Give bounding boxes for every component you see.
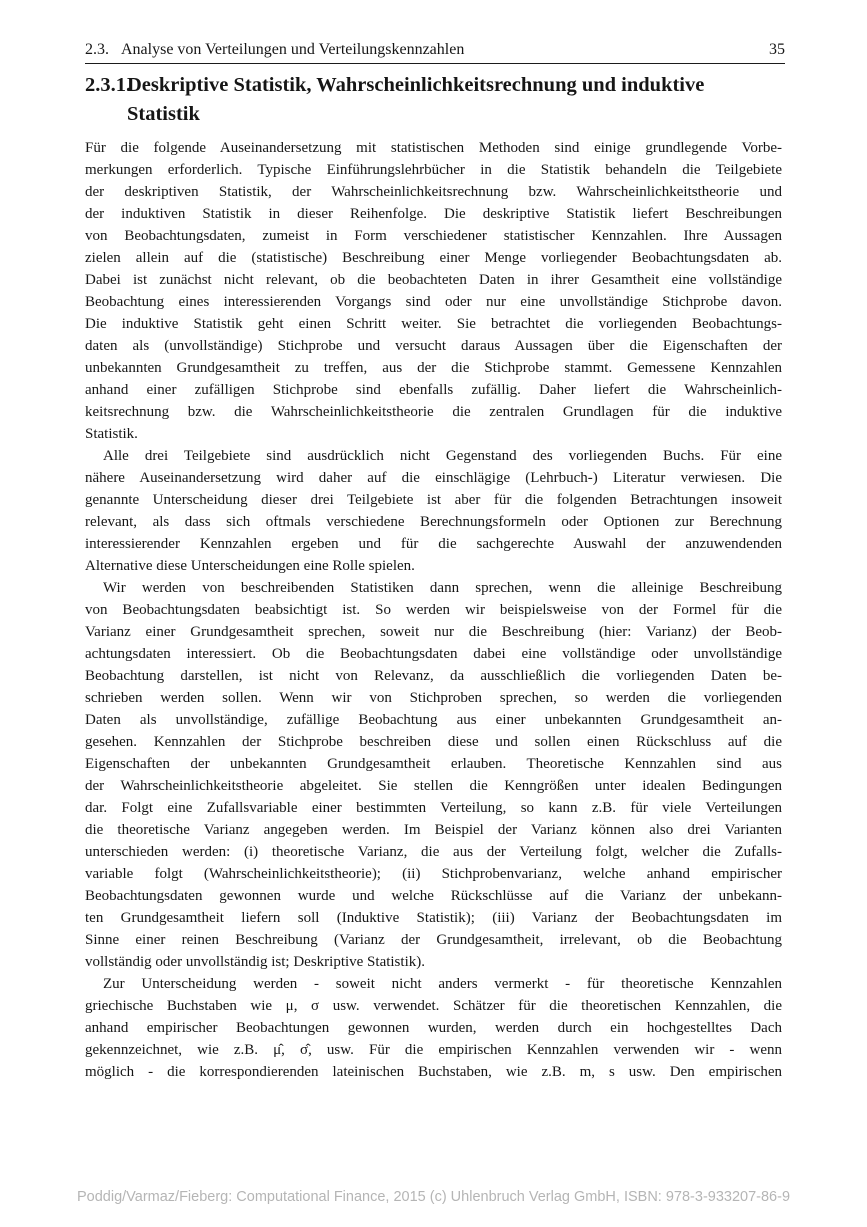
running-head-left [85,41,464,59]
paragraph [85,973,782,1083]
running-head [85,41,785,64]
paragraph [85,577,782,973]
text-line: Beobachtungsdaten gewonnen wurde und welche Rückschlüsse auf die Varianz der unbekann- [85,888,782,904]
text-line: achtungsdaten interessiert. Ob die Beobachtungsdaten dabei eine vollständige oder unvollständige [85,646,782,662]
text-line: variable folgt (Wahrscheinlichkeitstheorie); (ii) Stichprobenvarianz, welche anhand empirischer [85,866,782,882]
section-heading-title [127,71,785,129]
text-line: griechische Buchstaben wie μ, σ usw. verwendet. Schätzer für die theoretischen Kennzahlen, die [85,998,782,1014]
text-line: von Beobachtungsdaten, zumeist in Form verschiedener statistischer Kennzahlen. Ihre Aussagen [85,228,782,244]
text-line: gekennzeichnet, wie z.B. μ̂, σ̂, usw. Für die empirischen Kennzahlen verwenden wir - wenn [85,1042,782,1058]
text-line: von Beobachtungsdaten beabsichtigt ist. So werden wir beispielsweise von der Formel für die [85,602,782,618]
text-line: Daten als unvollständige, zufällige Beobachtung aus einer unbekannten Grundgesamtheit an- [85,712,782,728]
text-line: Dabei ist zunächst nicht relevant, ob die beobachteten Daten in ihrer Gesamtheit eine vollständige [85,272,782,288]
section-heading [85,71,785,129]
text-line: unterschieden werden: (i) theoretische Varianz, die aus der Verteilung folgt, welcher die Zufalls- [85,844,782,860]
running-head-section-number: 2.3. [85,41,109,58]
text-line: gesehen. Kennzahlen der Stichprobe beschreiben diese und sollen einen Rückschluss auf die [85,734,782,750]
running-head-title: Analyse von Verteilungen und Verteilungskennzahlen [121,41,465,58]
text-line: möglich - die korrespondierenden lateinischen Buchstaben, wie z.B. m, s usw. Den empirischen [85,1064,782,1080]
paragraph [85,137,782,445]
section-heading-number: 2.3.1. [85,74,132,96]
text-line: Alle drei Teilgebiete sind ausdrücklich nicht Gegenstand des vorliegenden Buchs. Für eine [103,448,782,464]
text-line: Für die folgende Auseinandersetzung mit statistischen Methoden sind einige grundlegende Vorbe- [85,140,782,156]
text-line: Sinne einer reinen Beschreibung (Varianz der Grundgesamtheit, irrelevant, ob die Beobachtung [85,932,782,948]
text-line: relevant, als dass sich oftmals verschiedene Berechnungsformeln oder Optionen zur Berechnung [85,514,782,530]
text-line: vollständig oder unvollständig ist; Deskriptive Statistik). [85,954,425,970]
text-line: zielen allein auf die (statistische) Beschreibung einer Menge vorliegender Beobachtungsdaten ab. [85,250,782,266]
text-line: merkungen erforderlich. Typische Einführungslehrbücher in die Statistik behandeln die Teilgebiete [85,162,782,178]
paragraph [85,445,782,577]
text-line: der deskriptiven Statistik, der Wahrscheinlichkeitsrechnung bzw. Wahrscheinlichkeitstheorie und [85,184,782,200]
text-line: ten Grundgesamtheit liefern soll (Induktive Statistik); (iii) Varianz der Beobachtungsdaten im [85,910,782,926]
text-line: schrieben werden sollen. Wenn wir von Stichproben sprechen, so werden die vorliegenden [85,690,782,706]
text-line: Beobachtung eines interessierenden Vorgangs sind oder nur eine unvollständige Stichprobe davon. [85,294,782,310]
text-line: keitsrechnung bzw. die Wahrscheinlichkeitstheorie die zentralen Grundlagen für die induktive [85,404,782,420]
text-line: Die induktive Statistik geht einen Schritt weiter. Sie betrachtet die vorliegenden Beobachtungs- [85,316,782,332]
text-line: Varianz einer Grundgesamtheit sprechen, soweit nur die Beschreibung (hier: Varianz) der Beob- [85,624,782,640]
text-line: anhand empirischer Beobachtungen gewonnen wurden, werden durch ein hochgestelltes Dach [85,1020,782,1036]
text-line: Alternative diese Unterscheidungen eine Rolle spielen. [85,558,415,574]
text-line: nähere Auseinandersetzung wird daher auf die einschlägige (Lehrbuch-) Literatur verwiesen. Die [85,470,782,486]
text-line: unbekannten Grundgesamtheit zu treffen, aus der die Stichprobe stammt. Gemessene Kennzahlen [85,360,782,376]
text-line: Wir werden von beschreibenden Statistiken dann sprechen, wenn die alleinige Beschreibung [103,580,782,596]
text-line: dar. Folgt eine Zufallsvariable einer bestimmten Verteilung, so kann z.B. für viele Verteilungen [85,800,782,816]
text-line: der Wahrscheinlichkeitstheorie abgeleitet. Sie stellen die Kenngrößen unter idealen Bedingungen [85,778,782,794]
text-line: Eigenschaften der unbekannten Grundgesamtheit erlauben. Theoretische Kennzahlen sind aus [85,756,782,772]
text-line: daten als (unvollständige) Stichprobe und versucht daraus Aussagen über die Eigenschaften der [85,338,782,354]
text-line: der induktiven Statistik in dieser Reihenfolge. Die deskriptive Statistik liefert Beschreibungen [85,206,782,222]
text-line: Zur Unterscheidung werden - soweit nicht anders vermerkt - für theoretische Kennzahlen [103,976,782,992]
text-line: Beobachtung darstellen, ist nicht von Relevanz, da ausschließlich die vorliegenden Daten be- [85,668,782,684]
page-footer: Poddig/Varmaz/Fieberg: Computational Finance, 2015 (c) Uhlenbruch Verlag GmbH, ISBN: 978-3-933207-86-9 [76,1189,791,1205]
section-heading-line: Deskriptive Statistik, Wahrscheinlichkeitsrechnung und induktive [127,74,705,96]
text-line: anhand einer zufälligen Stichprobe sind ebenfalls zufällig. Daher liefert die Wahrscheinlich- [85,382,782,398]
section-heading-line: Statistik [127,103,200,125]
page-number: 35 [769,41,785,58]
text-line: die theoretische Varianz angegeben werden. Im Beispiel der Varianz können also drei Varianten [85,822,782,838]
text-line: Statistik. [85,426,138,442]
text-line: genannte Unterscheidung dieser drei Teilgebiete ist aber für die folgenden Betrachtungen insoweit [85,492,782,508]
text-line: interessierender Kennzahlen ergeben und für die sachgerechte Auswahl der anzuwendenden [85,536,782,552]
body-text [85,137,782,1083]
